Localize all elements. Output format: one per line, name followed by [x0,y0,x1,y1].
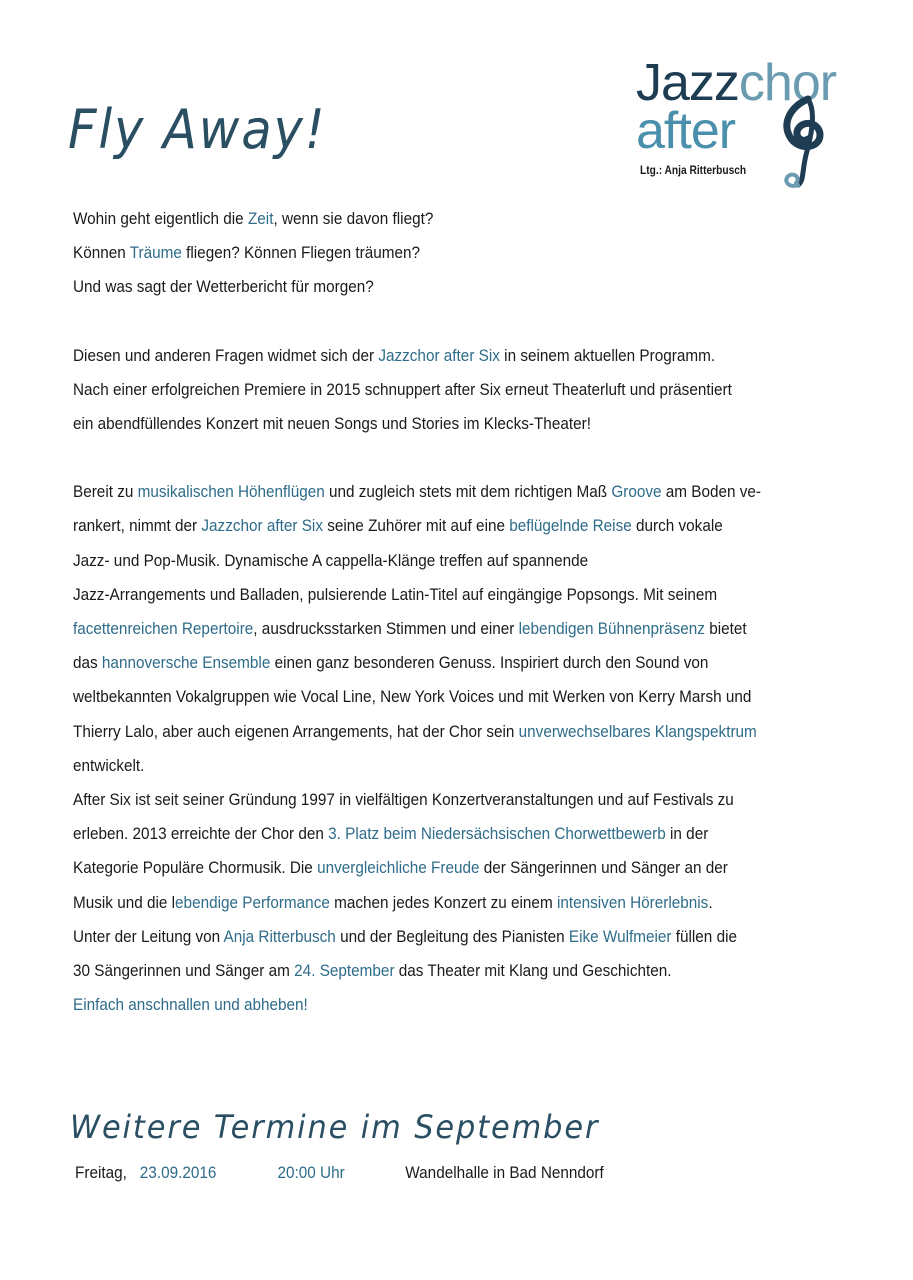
text-segment: Jazz- und Pop-Musik. Dynamische A cappella-Klänge treffen auf spannende [73,550,589,570]
text-segment: Können [73,243,130,263]
highlight-text: unverwechselbares Klangspektrum [518,721,757,741]
text-segment: und zugleich stets mit dem richtigen Maß [324,482,612,502]
event-date: 23.09.2016 [139,1163,217,1182]
text-line [73,817,775,851]
highlight-text: Jazzchor after Six [378,345,500,365]
text-line [73,954,775,988]
page-title: Fly Away! [68,98,327,161]
highlight-text: Träume [129,243,182,263]
text-segment: Unter der Leitung von [73,926,224,946]
text-line [73,407,775,441]
text-line [73,236,775,270]
treble-clef-icon [768,93,838,193]
text-segment: durch vokale [631,516,723,536]
event-venue: Wandelhalle in Bad Nenndorf [405,1163,604,1182]
text-line [73,578,775,612]
highlight-text: unvergleichliche Freude [317,858,480,878]
highlight-text: 24. September [294,961,395,981]
highlight-text: musikalischen Höhenflügen [137,482,325,502]
text-segment: Nach einer erfolgreichen Premiere in 2015 schnuppert after Six erneut Theaterluft und präsentiert [73,379,732,399]
text-segment: After Six ist seit seiner Gründung 1997 in vielfältigen Konzertveranstaltungen und auf Festivals zu [73,790,734,810]
text-line [73,920,775,954]
section-title: Weitere Termine im September [70,1108,600,1146]
text-line [73,886,775,920]
text-segment: Kategorie Populäre Chormusik. Die [73,858,318,878]
text-segment: rankert, nimmt der [73,516,202,536]
text-segment: . [708,892,713,912]
text-line [73,202,775,236]
text-segment: Wohin geht eigentlich die [73,209,248,228]
text-line [73,851,775,885]
text-segment: seine Zuhörer mit auf eine [322,516,510,536]
text-segment: 30 Sängerinnen und Sänger am [73,961,295,981]
text-segment: Musik und die l [73,892,176,912]
text-segment: , wenn sie davon fliegt? [273,209,434,228]
text-line [73,749,775,783]
event-day: Freitag, [75,1163,127,1182]
text-line [73,715,775,749]
highlight-text: Groove [611,482,662,502]
text-segment: Bereit zu [73,482,138,502]
text-line [73,475,775,509]
text-segment: bietet [704,619,747,639]
highlight-text: lebendigen Bühnenpräsenz [518,619,705,639]
text-segment: erleben. 2013 erreichte der Chor den [73,824,329,844]
text-segment: und der Begleitung des Pianisten [335,926,569,946]
logo-subtitle: Ltg.: Anja Ritterbusch [640,163,747,177]
highlight-text: facettenreichen Repertoire [73,619,254,639]
text-segment: der Sängerinnen und Sänger an der [479,858,728,878]
text-segment: ein abendfüllendes Konzert mit neuen Songs und Stories im Klecks-Theater! [73,414,591,434]
highlight-text: beflügelnde Reise [509,516,632,536]
text-segment: füllen die [671,926,737,946]
text-line [73,680,775,714]
text-segment: Thierry Lalo, aber auch eigenen Arrangements, hat der Chor sein [73,721,519,741]
text-line [73,270,775,304]
logo-word-jazz: Jazz [636,54,739,112]
body-text [73,202,853,1022]
text-segment: , ausdrucksstarken Stimmen und einer [253,619,519,639]
highlight-text: intensiven Hörerlebnis [556,892,709,912]
text-segment: Und was sagt der Wetterbericht für morgen? [73,277,374,297]
highlight-text: Einfach anschnallen und abheben! [73,995,308,1015]
text-line [73,373,775,407]
highlight-text: hannoversche Ensemble [101,653,271,673]
text-segment: einen ganz besonderen Genuss. Inspiriert durch den Sound von [270,653,709,673]
highlight-text: 3. Platz beim Niedersächsischen Chorwettbewerb [328,824,666,844]
text-line [73,646,775,680]
text-segment: in der [665,824,709,844]
logo-word-chor: chor [738,54,837,112]
jazzchor-logo [636,55,846,195]
text-line [73,509,775,543]
text-segment: in seinem aktuellen Programm. [499,345,716,365]
text-segment: Jazz-Arrangements und Balladen, pulsierende Latin-Titel auf eingängige Popsongs. Mit seinem [73,584,718,604]
text-segment: das Theater mit Klang und Geschichten. [394,961,672,981]
text-segment: am Boden ve- [661,482,762,502]
highlight-text: Jazzchor after Six [201,516,323,536]
text-segment: Diesen und anderen Fragen widmet sich der [73,345,379,365]
logo-word-after: after [636,102,736,160]
text-segment: entwickelt. [73,755,145,775]
paragraph-gap [73,441,853,475]
text-segment: weltbekannten Vokalgruppen wie Vocal Line, New York Voices und mit Werken von Kerry Marsh und [73,687,752,707]
text-segment: machen jedes Konzert zu einem [329,892,557,912]
text-line [73,544,775,578]
paragraph-gap [73,305,853,339]
highlight-text: ebendige Performance [175,892,330,912]
text-segment: fliegen? Können Fliegen träumen? [181,243,421,263]
text-segment: das [73,653,102,673]
text-line [73,339,775,373]
event-time: 20:00 Uhr [277,1163,345,1182]
highlight-text: Zeit [247,209,274,228]
highlight-text: Anja Ritterbusch [223,926,336,946]
text-line [73,612,775,646]
text-line [73,988,775,1022]
text-line [73,783,775,817]
highlight-text: Eike Wulfmeier [568,926,672,946]
